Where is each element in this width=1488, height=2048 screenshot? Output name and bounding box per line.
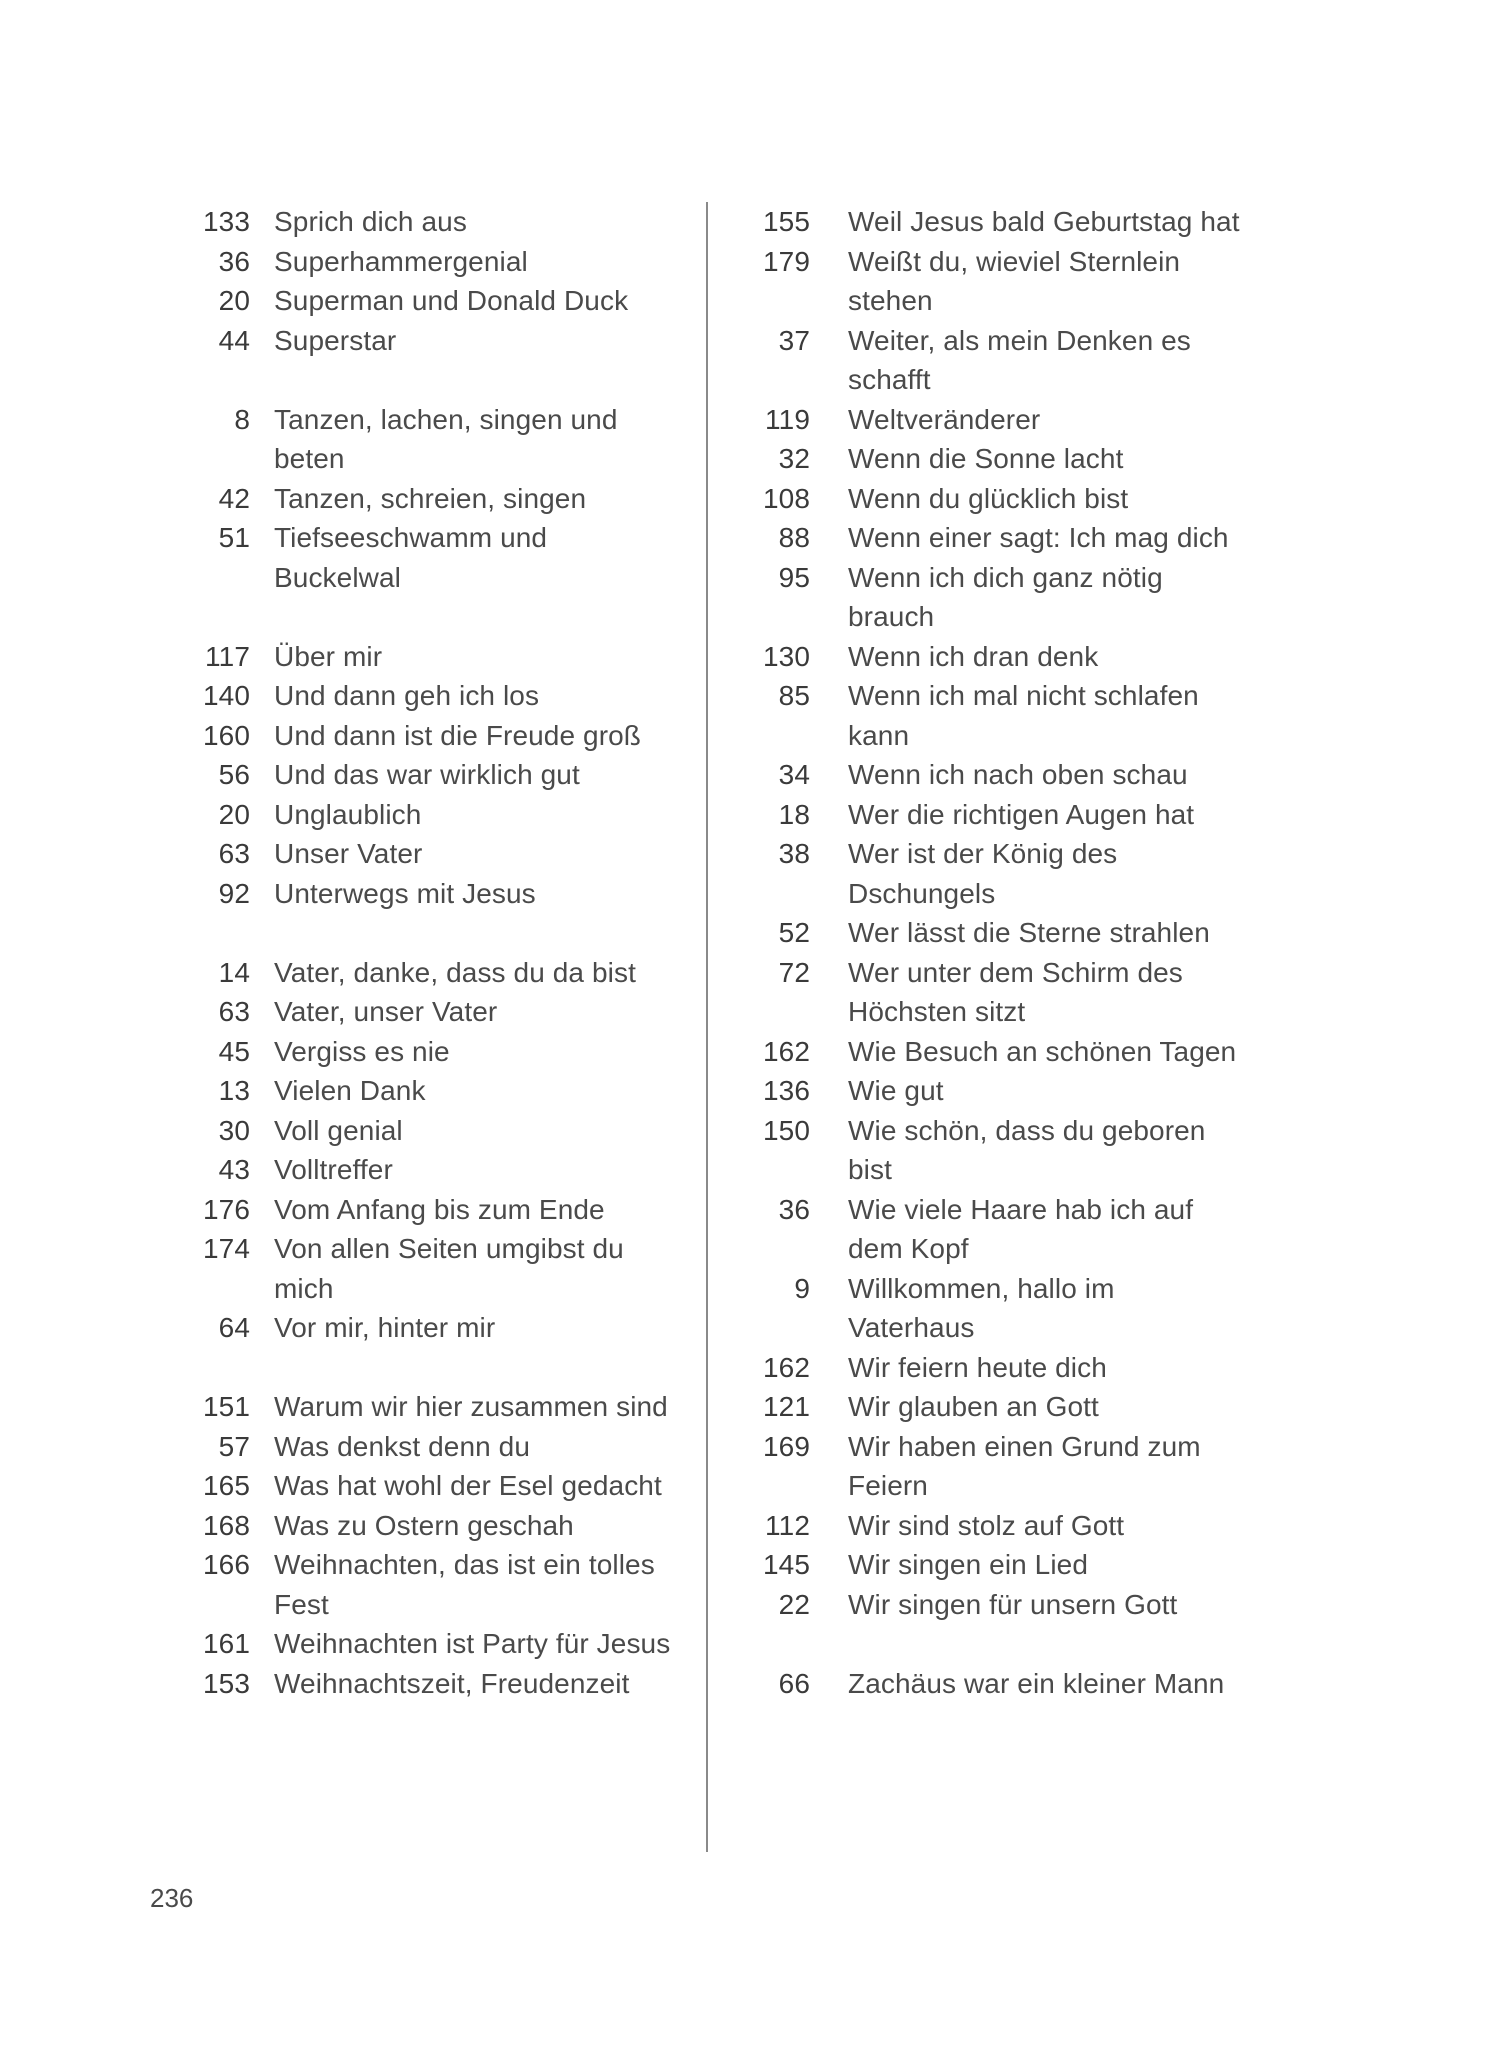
- song-title: Was denkst denn du: [274, 1430, 531, 1462]
- index-entry: [190, 1308, 680, 1348]
- song-number: 112: [765, 1509, 810, 1541]
- song-title: Und das war wirklich gut: [274, 759, 580, 790]
- index-entry: [748, 1387, 1248, 1427]
- index-entry: [748, 518, 1248, 558]
- song-number: 52: [778, 917, 810, 948]
- index-entry: [748, 795, 1248, 835]
- song-title: Wenn einer sagt: Ich mag dich: [848, 522, 1229, 553]
- song-title: Tanzen, lachen, singen und beten: [274, 403, 618, 474]
- song-number: 37: [778, 324, 810, 356]
- song-number: 44: [218, 324, 250, 356]
- song-number: 42: [218, 482, 250, 514]
- song-number: 56: [218, 759, 250, 790]
- song-title: Wir singen für unsern Gott: [848, 1588, 1178, 1620]
- song-number: 160: [202, 719, 250, 751]
- index-entry: [748, 242, 1248, 321]
- song-number: 63: [218, 838, 250, 869]
- song-title: Warum wir hier zusammen sind: [274, 1391, 668, 1422]
- song-title: Weihnachtszeit, Freudenzeit: [274, 1667, 630, 1699]
- song-number: 162: [762, 1035, 810, 1067]
- letter-group-gap: [190, 913, 680, 953]
- index-entry: [190, 1190, 680, 1230]
- song-number: 66: [778, 1667, 810, 1699]
- letter-group-gap: [190, 360, 680, 400]
- index-entry: [190, 1150, 680, 1190]
- song-number: 72: [778, 956, 810, 988]
- index-entry: [190, 1466, 680, 1506]
- index-entry: [190, 1427, 680, 1467]
- column-divider: [706, 202, 708, 1852]
- song-number: 121: [762, 1391, 810, 1422]
- song-number: 150: [762, 1114, 810, 1146]
- song-title: Über mir: [274, 640, 383, 672]
- song-title: Tiefseeschwamm und Buckelwal: [274, 522, 548, 593]
- song-number: 117: [205, 640, 250, 672]
- song-title: Volltreffer: [274, 1154, 393, 1185]
- song-title: Vergiss es nie: [274, 1035, 450, 1067]
- song-number: 133: [202, 206, 250, 237]
- index-entry: [190, 716, 680, 756]
- index-entry: [748, 1506, 1248, 1546]
- song-title: Weil Jesus bald Geburtstag hat: [848, 206, 1240, 237]
- song-number: 85: [778, 680, 810, 711]
- index-entry: [748, 676, 1248, 755]
- song-title: Vom Anfang bis zum Ende: [274, 1193, 605, 1225]
- song-title: Wer lässt die Sterne strahlen: [848, 917, 1210, 948]
- song-number: 63: [218, 996, 250, 1027]
- song-title: Zachäus war ein kleiner Mann: [848, 1667, 1225, 1699]
- index-entry: [190, 874, 680, 914]
- song-title: Wenn du glücklich bist: [848, 482, 1129, 514]
- song-number: 155: [762, 206, 810, 237]
- song-number: 174: [202, 1233, 250, 1264]
- song-title: Wir glauben an Gott: [848, 1391, 1099, 1422]
- song-number: 95: [778, 561, 810, 593]
- song-number: 136: [762, 1075, 810, 1106]
- song-title: Weißt du, wieviel Sternlein stehen: [848, 245, 1181, 316]
- song-title: Und dann ist die Freude groß: [274, 719, 642, 751]
- song-number: 14: [218, 956, 250, 988]
- song-number: 88: [778, 522, 810, 553]
- index-entry: [190, 281, 680, 321]
- song-number: 18: [778, 798, 810, 830]
- index-entry: [748, 953, 1248, 1032]
- song-number: 20: [218, 285, 250, 316]
- index-entry: [748, 1071, 1248, 1111]
- song-number: 168: [202, 1509, 250, 1541]
- index-entry: [190, 242, 680, 282]
- song-number: 153: [202, 1667, 250, 1699]
- song-number: 32: [778, 443, 810, 474]
- letter-group-gap: [190, 1348, 680, 1388]
- song-title: Wir haben einen Grund zum Feiern: [848, 1430, 1201, 1501]
- index-column-left: [190, 202, 680, 1703]
- index-entry: [748, 913, 1248, 953]
- song-title: Wenn ich dran denk: [848, 640, 1099, 672]
- song-title: Weltveränderer: [848, 403, 1041, 435]
- index-entry: [748, 1427, 1248, 1506]
- index-entry: [748, 1111, 1248, 1190]
- song-number: 130: [762, 640, 810, 672]
- index-entry: [748, 1348, 1248, 1388]
- song-title: Sprich dich aus: [274, 206, 467, 237]
- song-number: 13: [218, 1075, 250, 1106]
- song-number: 108: [762, 482, 810, 514]
- index-column-right: [748, 202, 1248, 1703]
- song-title: Unser Vater: [274, 838, 423, 869]
- letter-group-gap: [748, 1624, 1248, 1664]
- song-title: Vielen Dank: [274, 1075, 426, 1106]
- song-title: Tanzen, schreien, singen: [274, 482, 587, 514]
- song-number: 36: [778, 1193, 810, 1225]
- song-number: 51: [218, 522, 250, 553]
- index-entry: [190, 202, 680, 242]
- song-number: 36: [218, 245, 250, 277]
- index-entry: [748, 1269, 1248, 1348]
- song-number: 161: [202, 1628, 250, 1659]
- song-number: 38: [778, 838, 810, 869]
- song-title: Vor mir, hinter mir: [274, 1312, 496, 1343]
- index-entry: [190, 321, 680, 361]
- song-title: Vater, unser Vater: [274, 996, 498, 1027]
- song-title: Wie schön, dass du geboren bist: [848, 1114, 1206, 1185]
- index-entry: [190, 992, 680, 1032]
- song-title: Weihnachten, das ist ein tolles Fest: [274, 1549, 655, 1620]
- song-number: 169: [762, 1430, 810, 1462]
- song-number: 151: [202, 1391, 250, 1422]
- page-number: 236: [150, 1883, 194, 1913]
- song-title: Wie Besuch an schönen Tagen: [848, 1035, 1237, 1067]
- song-title: Superstar: [274, 324, 397, 356]
- index-entry: [748, 400, 1248, 440]
- index-entry: [190, 834, 680, 874]
- song-number: 176: [202, 1193, 250, 1225]
- index-entry: [190, 755, 680, 795]
- song-title: Willkommen, hallo im Vaterhaus: [848, 1272, 1115, 1343]
- song-title: Superman und Donald Duck: [274, 285, 629, 316]
- song-title: Wenn ich mal nicht schlafen kann: [848, 680, 1199, 751]
- song-number: 34: [778, 759, 810, 790]
- index-entry: [748, 439, 1248, 479]
- song-number: 166: [202, 1549, 250, 1580]
- song-number: 8: [234, 403, 250, 435]
- index-entry: [190, 676, 680, 716]
- song-number: 165: [202, 1470, 250, 1501]
- index-entry: [748, 1032, 1248, 1072]
- index-entry: [748, 637, 1248, 677]
- song-title: Wenn die Sonne lacht: [848, 443, 1124, 474]
- index-entry: [190, 479, 680, 519]
- index-entry: [190, 400, 680, 479]
- song-title: Von allen Seiten umgibst du mich: [274, 1233, 624, 1304]
- index-entry: [748, 558, 1248, 637]
- index-entry: [748, 755, 1248, 795]
- song-title: Vater, danke, dass du da bist: [274, 956, 636, 988]
- index-entry: [190, 1111, 680, 1151]
- song-title: Superhammergenial: [274, 245, 528, 277]
- index-entry: [190, 1664, 680, 1704]
- song-number: 64: [218, 1312, 250, 1343]
- index-entry: [190, 1545, 680, 1624]
- index-entry: [190, 1071, 680, 1111]
- song-number: 179: [762, 245, 810, 277]
- index-entry: [748, 202, 1248, 242]
- song-number: 140: [202, 680, 250, 711]
- index-entry: [748, 1545, 1248, 1585]
- song-title: Weiter, als mein Denken es schafft: [848, 324, 1191, 395]
- index-entry: [748, 479, 1248, 519]
- song-number: 119: [765, 403, 810, 435]
- index-entry: [748, 321, 1248, 400]
- song-title: Wie viele Haare hab ich auf dem Kopf: [848, 1193, 1194, 1264]
- song-title: Voll genial: [274, 1114, 403, 1146]
- song-number: 92: [218, 877, 250, 909]
- index-entry: [190, 1506, 680, 1546]
- song-title: Was hat wohl der Esel gedacht: [274, 1470, 662, 1501]
- index-entry: [748, 1190, 1248, 1269]
- song-number: 162: [762, 1351, 810, 1383]
- song-title: Wir sind stolz auf Gott: [848, 1509, 1125, 1541]
- song-number: 145: [762, 1549, 810, 1580]
- song-title: Weihnachten ist Party für Jesus: [274, 1628, 671, 1659]
- song-title: Unterwegs mit Jesus: [274, 877, 536, 909]
- song-number: 43: [218, 1154, 250, 1185]
- song-title: Wer unter dem Schirm des Höchsten sitzt: [848, 956, 1183, 1027]
- letter-group-gap: [190, 597, 680, 637]
- index-entry: [190, 1624, 680, 1664]
- song-number: 22: [778, 1588, 810, 1620]
- song-number: 20: [218, 798, 250, 830]
- index-entry: [190, 953, 680, 993]
- song-title: Unglaublich: [274, 798, 422, 830]
- index-entry: [748, 1664, 1248, 1704]
- song-title: Wenn ich dich ganz nötig brauch: [848, 561, 1163, 632]
- index-entry: [748, 834, 1248, 913]
- song-number: 45: [218, 1035, 250, 1067]
- song-title: Wer die richtigen Augen hat: [848, 798, 1195, 830]
- song-title: Wir feiern heute dich: [848, 1351, 1107, 1383]
- song-title: Wenn ich nach oben schau: [848, 759, 1188, 790]
- song-number: 30: [218, 1114, 250, 1146]
- song-title: Und dann geh ich los: [274, 680, 540, 711]
- song-title: Wir singen ein Lied: [848, 1549, 1089, 1580]
- song-title: Wer ist der König des Dschungels: [848, 838, 1118, 909]
- index-entry: [190, 1387, 680, 1427]
- index-entry: [190, 637, 680, 677]
- index-entry: [190, 795, 680, 835]
- index-entry: [190, 1229, 680, 1308]
- song-number: 9: [794, 1272, 810, 1304]
- song-title: Was zu Ostern geschah: [274, 1509, 574, 1541]
- index-entry: [190, 518, 680, 597]
- song-title: Wie gut: [848, 1075, 944, 1106]
- index-entry: [190, 1032, 680, 1072]
- song-number: 57: [218, 1430, 250, 1462]
- index-entry: [748, 1585, 1248, 1625]
